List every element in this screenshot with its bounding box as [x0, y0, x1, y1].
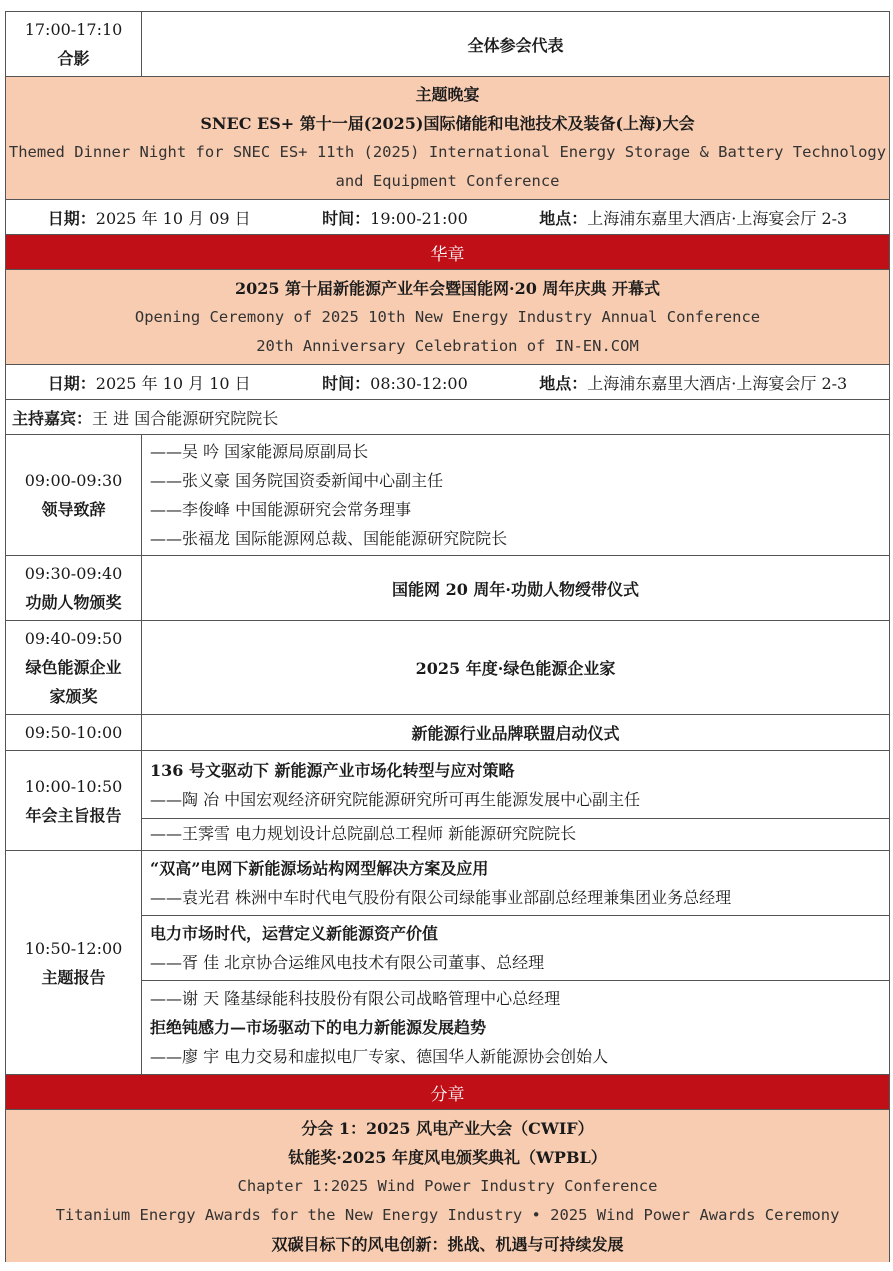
time-range: 09:50-10:00: [6, 715, 142, 751]
dinner-date: 日期：2025 年 10 月 09 日: [47, 208, 251, 228]
report-topic: 拒绝钝感力—市场驱动下的电力新能源发展趋势: [150, 1018, 487, 1037]
speaker-item: ——吴 吟 国家能源局原副局长: [150, 442, 369, 461]
opening-cn-title: 2025 第十届新能源产业年会暨国能网·20 周年庆典 开幕式: [234, 278, 661, 298]
session-label-line2: 家颁奖: [49, 687, 98, 706]
speaker-item: ——陶 冶 中国宏观经济研究院能源研究所可再生能源发展中心副主任: [150, 790, 641, 809]
session-label: 合影: [57, 49, 90, 68]
agenda-table: [5, 11, 890, 1262]
dinner-info-cell: [6, 200, 890, 235]
row-section-huazhang: [6, 235, 890, 270]
wind-banner: [6, 1110, 890, 1263]
row-alliance: [6, 715, 890, 751]
host-value: 王 进 国合能源研究院院长: [92, 408, 279, 428]
time-range: 10:50-12:00: [24, 938, 123, 958]
dinner-title: 主题晚宴: [415, 85, 480, 104]
time-cell: [6, 621, 142, 715]
dinner-en-title-line1: Themed Dinner Night for SNEC ES+ 11th (2025) International Energy Storage & Battery Technology: [8, 143, 887, 161]
row-leader-speech: [6, 435, 890, 556]
row-dinner: [6, 77, 890, 200]
opening-en-title-line1: Opening Ceremony of 2025 10th New Energy Industry Annual Conference: [134, 307, 761, 326]
row-award-green: [6, 621, 890, 715]
session-label: 领导致辞: [41, 500, 106, 519]
time-cell: [6, 851, 142, 1075]
keynote-content: [142, 751, 890, 851]
session-content: 国能网 20 周年·功勋人物绶带仪式: [142, 556, 890, 621]
dinner-place: 地点：上海浦东嘉里大酒店·上海宴会厅 2-3: [539, 208, 848, 228]
session-content: 2025 年度·绿色能源企业家: [142, 621, 890, 715]
speaker-item: ——谢 天 隆基绿能科技股份有限公司战略管理中心总经理: [150, 989, 561, 1008]
wind-title-3: 双碳目标下的风电创新：挑战、机遇与可持续发展: [271, 1234, 624, 1254]
time-range: 10:00-10:50: [24, 776, 123, 796]
row-section-fenzhang: [6, 1075, 890, 1110]
row-group-photo: [6, 12, 890, 77]
row-theme-report: [6, 851, 890, 1075]
section-header-2: 分章: [6, 1075, 890, 1110]
time-cell: [6, 751, 142, 851]
opening-info-cell: [6, 365, 890, 400]
wind-title-1: 分会 1：2025 风电产业大会（CWIF）: [301, 1118, 594, 1138]
report-topic: “双高”电网下新能源场站构网型解决方案及应用: [150, 859, 489, 878]
speaker-item: ——张义豪 国务院国资委新闻中心副主任: [150, 471, 444, 490]
row-keynote: [6, 751, 890, 851]
time-range: 17:00-17:10: [24, 20, 123, 39]
row-opening-info: [6, 365, 890, 400]
theme-content: [142, 851, 890, 1075]
host-key: 主持嘉宾：: [12, 408, 93, 428]
dinner-cn-title: SNEC ES+ 第十一届(2025)国际储能和电池技术及装备(上海)大会: [200, 114, 695, 133]
time-range: 09:40-09:50: [24, 629, 123, 648]
row-award-merit: [6, 556, 890, 621]
session-label: 年会主旨报告: [25, 805, 122, 825]
opening-time: 时间：08:30-12:00: [322, 373, 468, 393]
row-wind: [6, 1110, 890, 1263]
time-cell: [6, 435, 142, 556]
report-topic: 136 号文驱动下 新能源产业市场化转型与应对策略: [150, 761, 515, 780]
speaker-list: [142, 435, 890, 556]
time-range: 09:00-09:30: [24, 471, 123, 490]
speaker-item: ——王霁雪 电力规划设计总院副总工程师 新能源研究院院长: [142, 818, 889, 849]
wind-title-2: 钛能奖·2025 年度风电颁奖典礼（WPBL）: [288, 1147, 607, 1167]
speaker-item: ——袁光君 株洲中车时代电气股份有限公司绿能事业部副总经理兼集团业务总经理: [150, 888, 732, 907]
dinner-time: 时间：19:00-21:00: [322, 208, 468, 228]
wind-en-line2: Titanium Energy Awards for the New Energy Industry • 2025 Wind Power Awards Ceremony: [55, 1205, 840, 1224]
row-dinner-info: [6, 200, 890, 235]
session-label-line1: 绿色能源企业: [25, 658, 122, 677]
opening-date: 日期：2025 年 10 月 10 日: [47, 373, 251, 393]
opening-en-title-line2: 20th Anniversary Celebration of IN-EN.COM: [256, 336, 639, 355]
wind-en-line1: Chapter 1:2025 Wind Power Industry Conference: [237, 1176, 658, 1195]
session-content: 新能源行业品牌联盟启动仪式: [142, 715, 890, 751]
row-host: [6, 400, 890, 435]
agenda-page: [5, 11, 890, 1262]
speaker-item: ——张福龙 国际能源网总裁、国能能源研究院院长: [150, 529, 508, 548]
row-opening: [6, 270, 890, 365]
dinner-banner: [6, 77, 890, 200]
time-cell: [6, 556, 142, 621]
opening-place: 地点：上海浦东嘉里大酒店·上海宴会厅 2-3: [539, 373, 848, 393]
section-header-1: 华章: [6, 235, 890, 270]
session-label: 主题报告: [41, 967, 106, 987]
dinner-en-title-line2: and Equipment Conference: [335, 172, 560, 190]
session-content: 全体参会代表: [142, 12, 890, 77]
opening-banner: [6, 270, 890, 365]
report-topic: 电力市场时代，运营定义新能源资产价值: [150, 924, 439, 943]
time-cell: [6, 12, 142, 77]
host-cell: [6, 400, 890, 435]
speaker-item: ——廖 宇 电力交易和虚拟电厂专家、德国华人新能源协会创始人: [150, 1047, 609, 1066]
time-range: 09:30-09:40: [24, 564, 123, 583]
speaker-item: ——李俊峰 中国能源研究会常务理事: [150, 500, 412, 519]
speaker-item: ——胥 佳 北京协合运维风电技术有限公司董事、总经理: [150, 953, 545, 972]
session-label: 功勋人物颁奖: [25, 593, 122, 612]
